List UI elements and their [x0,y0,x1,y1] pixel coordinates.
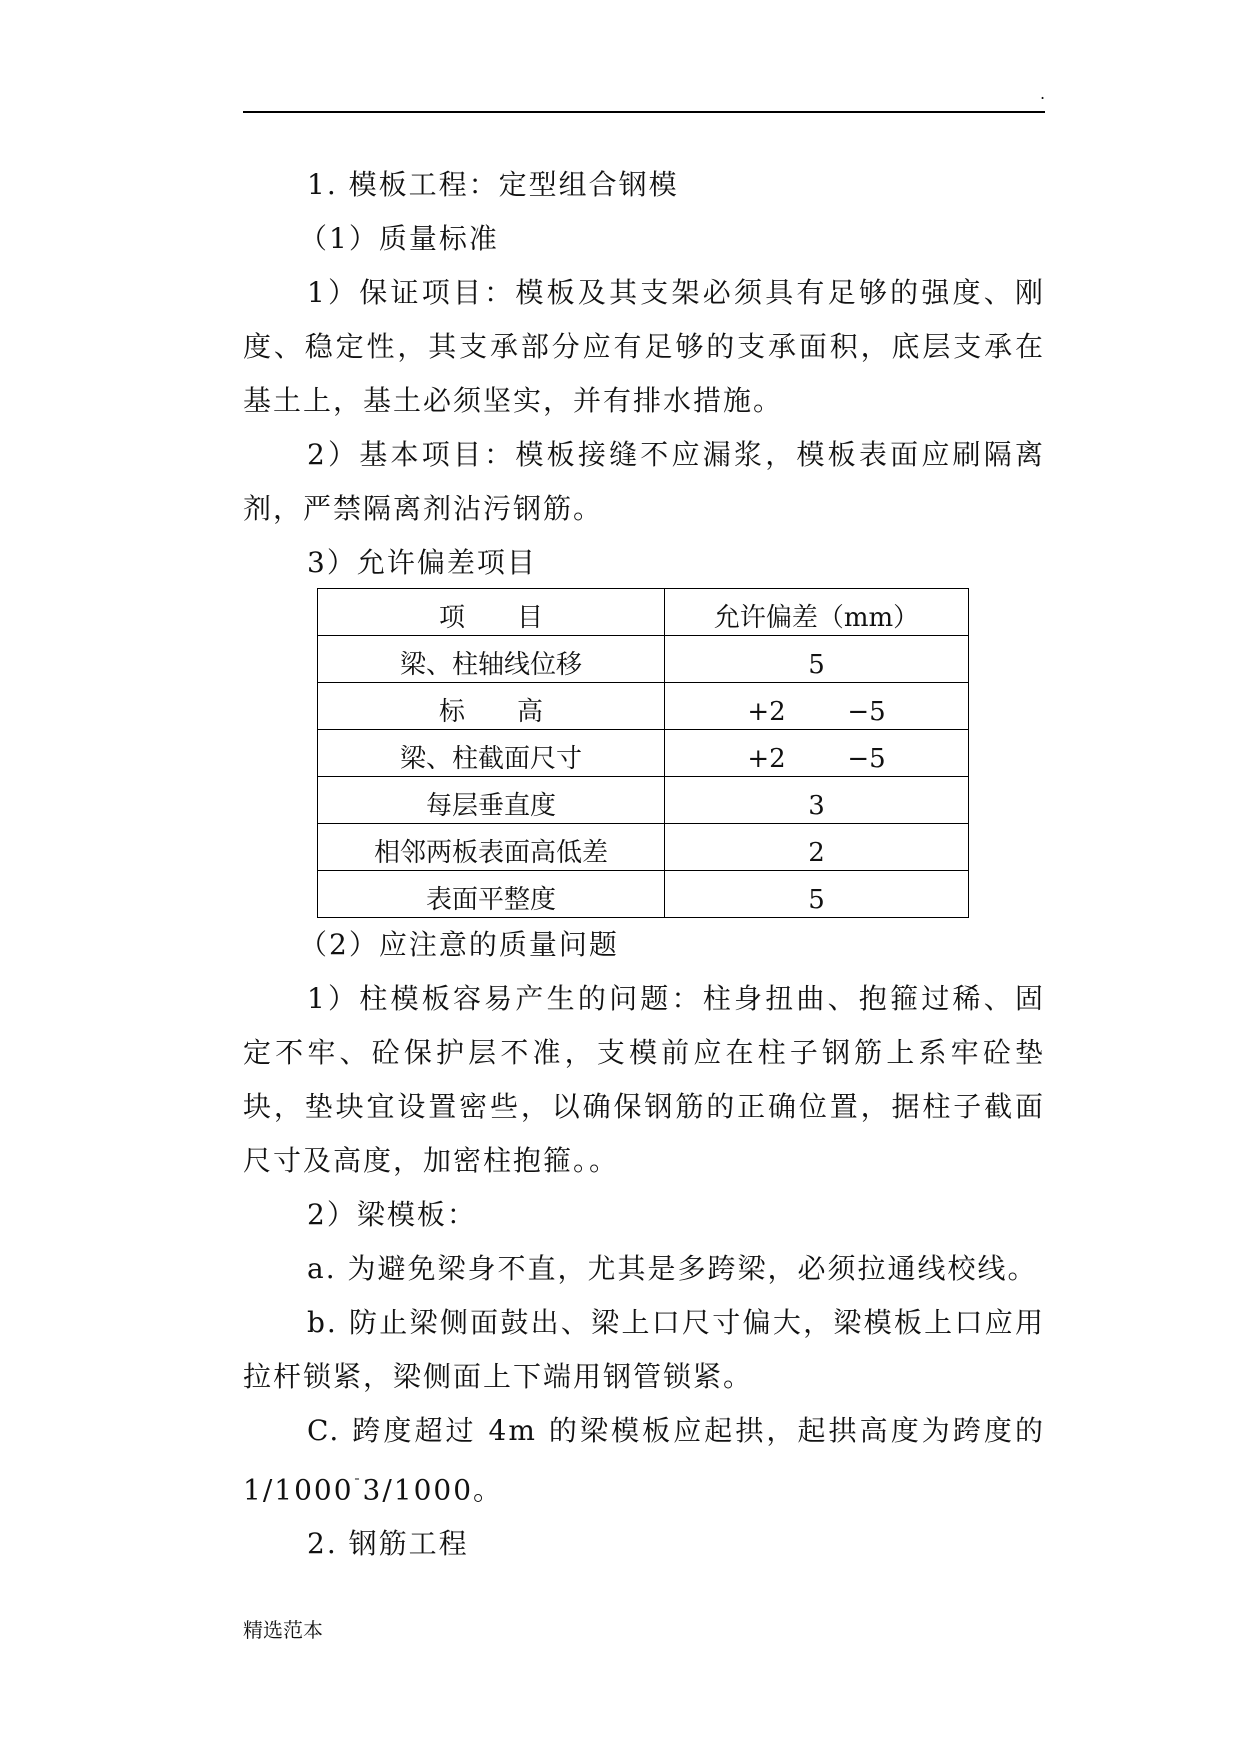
table-header-deviation: 允许偏差（mm） [665,589,969,636]
deviation-plus: +2 [747,697,786,727]
table-cell-item: 每层垂直度 [318,777,665,824]
table-cell-item: 梁、柱轴线位移 [318,636,665,683]
table-cell-deviation [665,683,969,730]
table-row [318,777,969,824]
subsection-quality-issues: （2）应注意的质量问题 [299,928,619,961]
paragraph-guarantee-items: 1）保证项目：模板及其支架必须具有足够的强度、刚度、稳定性，其支承部分应有足够的支承面积，底层支承在基土上，基土必须坚实，并有排水措施。 [243,276,1045,417]
table-cell-deviation: 2 [665,824,969,871]
table-cell-deviation: 5 [665,636,969,683]
item-c-text-end: 3/1000。 [362,1473,504,1507]
subsection-quality-standard: （1）质量标准 [299,222,499,255]
table-cell-deviation: 5 [665,871,969,918]
table-cell-item: 标 高 [318,683,665,730]
table-cell-item: 表面平整度 [318,871,665,918]
table-row [318,683,969,730]
table-row [318,730,969,777]
paragraph-basic-items: 2）基本项目：模板接缝不应漏浆，模板表面应刷隔离剂，严禁隔离剂沾污钢筋。 [243,438,1045,525]
footer-text: 精选范本 [243,1618,323,1642]
document-body [243,158,1045,1571]
header-rule [243,111,1045,113]
section-heading-rebar: 2. 钢筋工程 [307,1527,469,1561]
paragraph-item-a: a. 为避免梁身不直，尤其是多跨梁，必须拉通线校线。 [307,1252,1038,1285]
paragraph-item-c: C. 跨度超过 4m 的梁模板应起拱，起拱高度为跨度的 1/1000¯3/1000。 [243,1414,1045,1507]
table-row [318,871,969,918]
deviation-minus: −5 [847,744,886,774]
table-cell-deviation: 3 [665,777,969,824]
paragraph-column-formwork: 1）柱模板容易产生的问题：柱身扭曲、抱箍过稀、固定不牢、砼保护层不准，支模前应在柱子钢筋上系牢砼垫块，垫块宜设置密些，以确保钢筋的正确位置，据柱子截面尺寸及高度，加密柱抱箍。。 [243,982,1045,1177]
paragraph-item-b: b. 防止梁侧面鼓出、梁上口尺寸偏大，梁模板上口应用拉杆锁紧，梁侧面上下端用钢管锁紧。 [243,1306,1045,1393]
table-row [318,636,969,683]
item-c-text: C. 跨度超过 4m 的梁模板应起拱，起拱高度为跨度的 1/1000 [243,1414,1045,1507]
paragraph-beam-formwork: 2）梁模板： [307,1198,477,1231]
paragraph-allowed-deviation: 3）允许偏差项目 [307,546,537,579]
deviation-table [317,588,969,918]
table-row [318,824,969,871]
table-cell-item: 梁、柱截面尺寸 [318,730,665,777]
section-heading-formwork: 1. 模板工程：定型组合钢模 [307,168,679,201]
table-cell-deviation [665,730,969,777]
header-dot: . [1040,84,1046,103]
table-header-row [318,589,969,636]
table-cell-item: 相邻两板表面高低差 [318,824,665,871]
deviation-plus: +2 [747,744,786,774]
deviation-minus: −5 [847,697,886,727]
table-header-item: 项 目 [318,589,665,636]
